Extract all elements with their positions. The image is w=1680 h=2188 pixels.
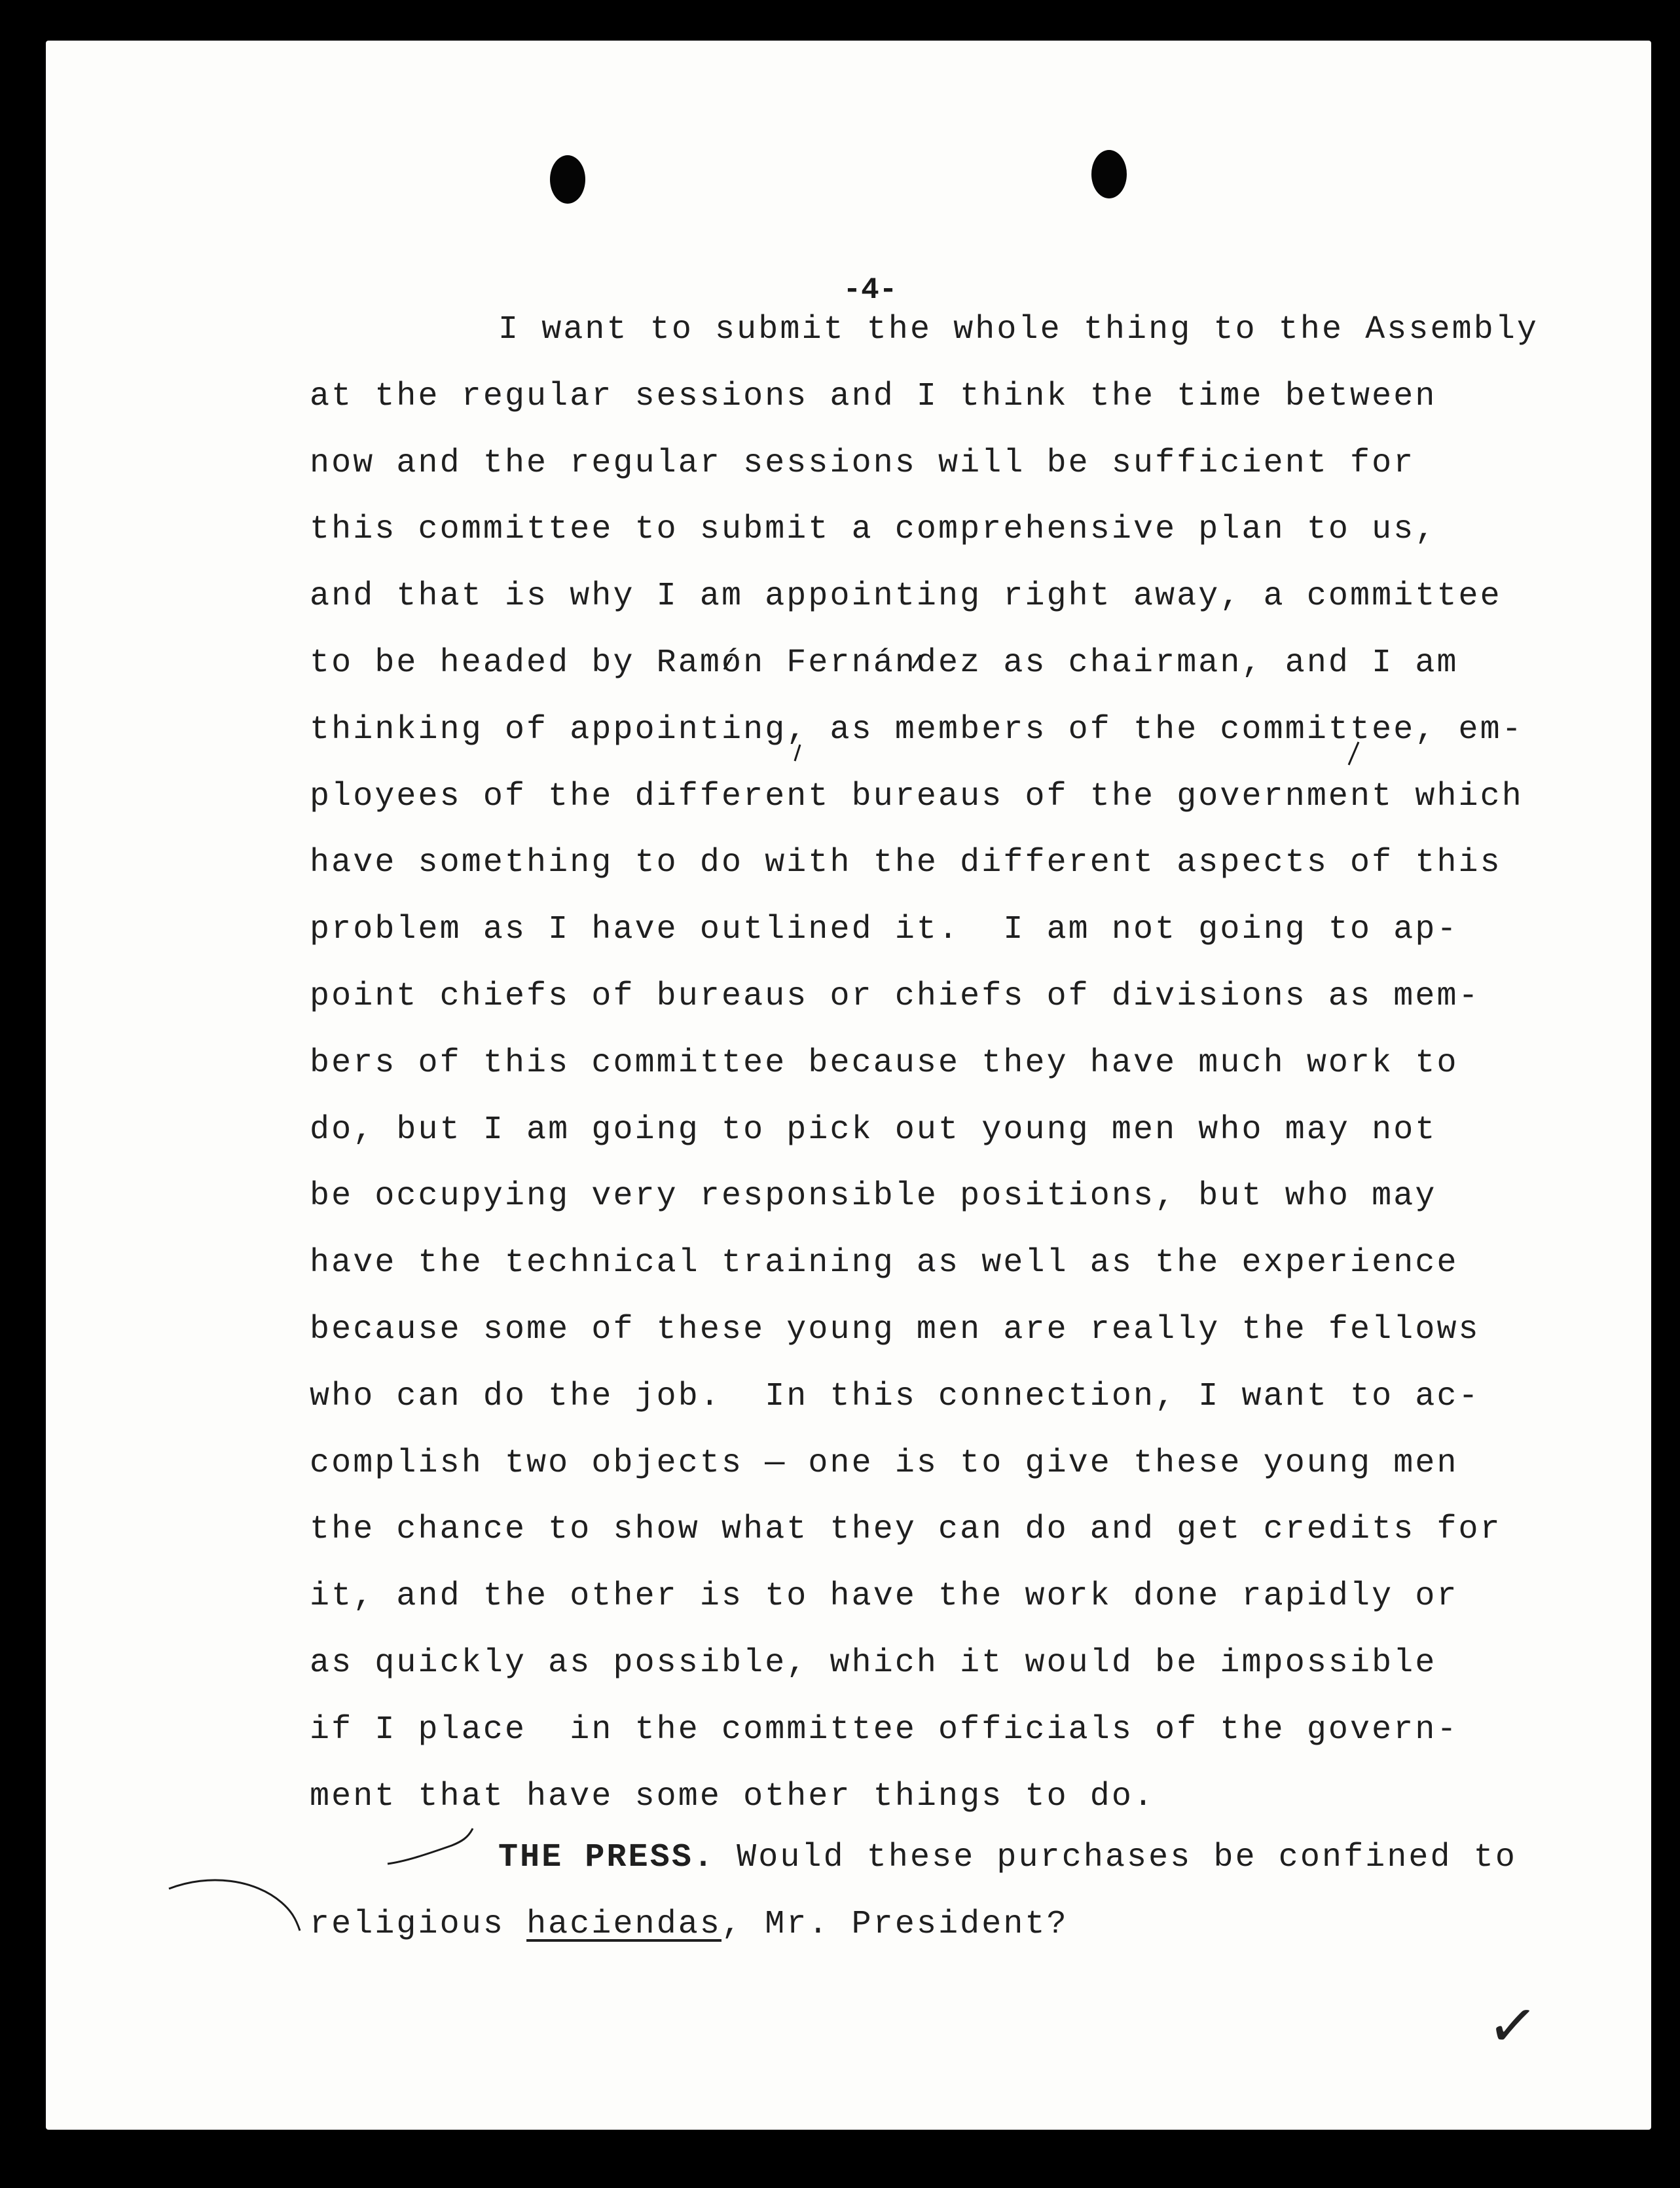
press-question-text: Would these purchases be confined to: [715, 1839, 1517, 1876]
text-line: thinking of appointing, as members of the committee, em-: [310, 711, 1524, 749]
text-line: be occupying very responsible positions, but who may: [310, 1177, 1437, 1215]
speaker-label: THE PRESS.: [498, 1839, 716, 1876]
press-question-text-after: , Mr. President?: [721, 1905, 1068, 1943]
text-line: and that is why I am appointing right away, a committee: [310, 578, 1502, 616]
text-line: ployees of the different bureaus of the government which: [310, 777, 1524, 815]
text-line: it, and the other is to have the work done rapidly or: [310, 1578, 1459, 1616]
text-line: have the technical training as well as the experience: [310, 1244, 1459, 1282]
text-line: now and the regular sessions will be sufficient for: [310, 444, 1415, 482]
text-line: bers of this committee because they have much work to: [310, 1044, 1459, 1082]
text-line: as quickly as possible, which it would be impossible: [310, 1644, 1437, 1682]
text-line: to be headed by Ramón Fernández as chairman, and I am: [310, 644, 1459, 682]
text-line: this committee to submit a comprehensive plan to us,: [310, 511, 1437, 549]
text-line: ment that have some other things to do.: [310, 1777, 1156, 1815]
text-line: problem as I have outlined it. I am not going to ap-: [310, 911, 1459, 949]
text-line: if I place in the committee officials of the govern-: [310, 1711, 1459, 1749]
text-line: have something to do with the different aspects of this: [310, 844, 1502, 882]
punch-hole-left: [550, 155, 585, 204]
body-paragraph: [310, 306, 1539, 1840]
text-line: I want to submit the whole thing to the Assembly: [498, 311, 1539, 348]
text-line: do, but I am going to pick out young men who may not: [310, 1111, 1437, 1149]
page-number: -4-: [843, 273, 898, 307]
check-mark: ✓: [1484, 1988, 1542, 2064]
text-line: point chiefs of bureaus or chiefs of divisions as mem-: [310, 977, 1480, 1015]
text-line: at the regular sessions and I think the time between: [310, 377, 1437, 415]
text-line: complish two objects — one is to give these young men: [310, 1444, 1459, 1482]
press-question-paragraph: [310, 1834, 1517, 1968]
press-question-text-before: religious: [310, 1905, 527, 1943]
underlined-word: haciendas: [526, 1905, 722, 1943]
text-line: because some of these young men are really the fellows: [310, 1310, 1480, 1348]
text-line: who can do the job. In this connection, I want to ac-: [310, 1377, 1480, 1415]
text-line: the chance to show what they can do and get credits for: [310, 1511, 1502, 1549]
punch-hole-right: [1091, 150, 1127, 198]
press-question-line-2: [310, 1901, 1517, 1968]
press-question-line-1: [310, 1834, 1517, 1901]
